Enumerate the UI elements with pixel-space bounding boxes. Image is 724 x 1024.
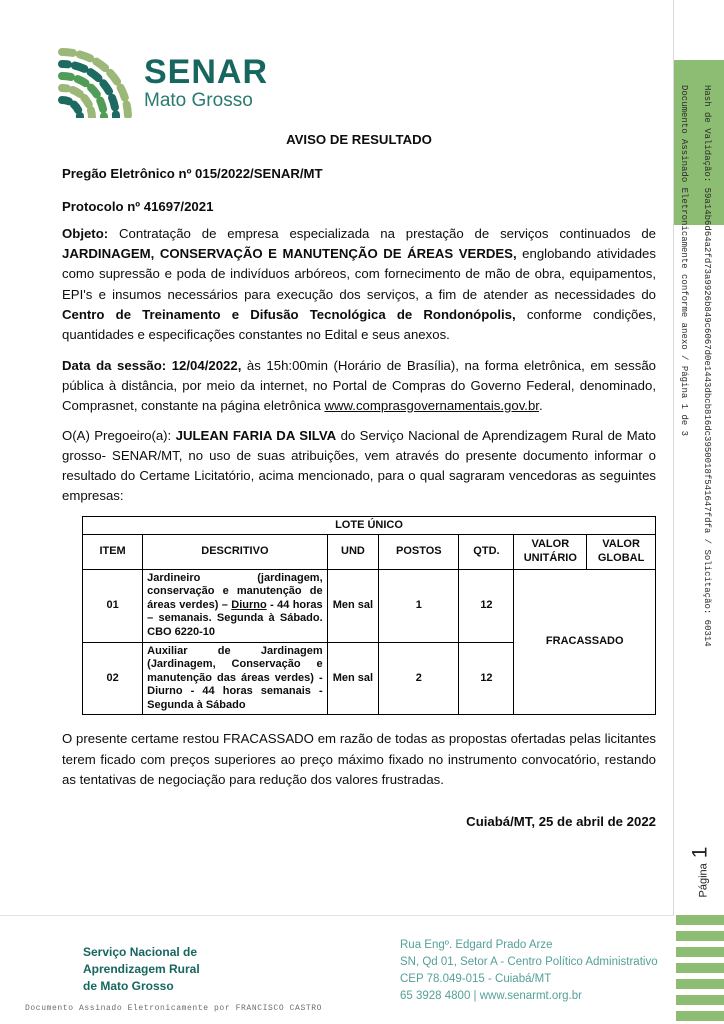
col-header-descritivo: DESCRITIVO xyxy=(143,535,328,569)
senar-logo-text xyxy=(144,54,268,112)
cell-qtd: 12 xyxy=(459,569,514,642)
cell-descritivo xyxy=(143,569,328,642)
pregao-heading: Pregão Eletrônico nº 015/2022/SENAR/MT xyxy=(62,166,323,182)
text-segment: . xyxy=(538,398,543,414)
cell-postos: 2 xyxy=(379,642,459,715)
logo-name: SENAR xyxy=(144,52,269,91)
text-segment: conforme condições, quantidades e especificações constantes no Edital e seus anexos. xyxy=(62,307,656,343)
cell-descritivo xyxy=(143,642,328,715)
sessao-paragraph xyxy=(62,356,656,417)
text-segment: Jardineiro (jardinagem, conservação e manutenção de áreas verdes) – xyxy=(147,571,323,611)
logo-region: Mato Grosso xyxy=(144,89,253,111)
text-segment: Auxiliar de Jardinagem (Jardinagem, Conservação e manutenção das áreas verdes) - Diurno - 44 horas semanais - Segunda à Sábado xyxy=(147,644,323,711)
page-number: 1 xyxy=(688,846,712,859)
result-table xyxy=(82,516,656,716)
date-line: Cuiabá/MT, 25 de abril de 2022 xyxy=(466,814,656,830)
hash-validation-text: Hash de Validação: 59a14b6d64a2fd73a9926b849c6067d0e1443dbcb816dc3950018f541647fdfa / Solicitação: 60314 xyxy=(702,85,712,647)
table-lote-row xyxy=(83,516,656,535)
text-segment: JARDINAGEM, CONSERVAÇÃO E MANUTENÇÃO DE ÁREAS VERDES, xyxy=(62,246,517,262)
footer-organization xyxy=(83,944,200,995)
page-word: Página xyxy=(697,863,710,898)
col-header-qtd: QTD. xyxy=(459,535,514,569)
cell-und: Men sal xyxy=(327,642,379,715)
signed-conform-text: Documento Assinado Eletronicamente conforme anexo / Página 1 de 3 xyxy=(679,85,690,437)
text-segment: Diurno xyxy=(231,598,267,611)
electronic-signature-note: Documento Assinado Eletronicamente por FRANCISCO CASTRO xyxy=(25,1004,323,1013)
table-header-row xyxy=(83,535,656,569)
cell-und: Men sal xyxy=(327,569,379,642)
col-header-valor-global: VALOR GLOBAL xyxy=(587,535,656,569)
text-segment: Data da sessão: 12/04/2022, xyxy=(62,357,242,373)
document-title: AVISO DE RESULTADO xyxy=(286,132,432,147)
col-header-valor-unitario: VALOR UNITÁRIO xyxy=(514,535,587,569)
objeto-paragraph xyxy=(62,224,656,346)
footer-org-line: Serviço Nacional de xyxy=(83,945,198,959)
certame-paragraph: O presente certame restou FRACASSADO em razão de todas as propostas ofertadas pelas licitantes terem ficado com preços superiores ao preço máximo fixado no instrumento convocatório, restando as tentativas de negociação para redução dos valores frustradas. xyxy=(62,731,656,788)
col-header-und: UND xyxy=(327,535,379,569)
footer-org-line: Aprendizagem Rural xyxy=(83,962,200,976)
footer-address-line: 65 3928 4800 | www.senarmt.org.br xyxy=(400,990,582,1002)
text-segment: englobando atividades como supressão e poda de indivíduos arbóreos, com fornecimento de mão de obra, equipamentos, EPI's e insumos necessários para execução dos serviços, a fim de atender as necessidades do xyxy=(62,246,656,302)
text-segment: Objeto: xyxy=(62,225,120,241)
cell-result: FRACASSADO xyxy=(514,569,656,715)
table-row xyxy=(83,569,656,642)
col-header-postos: POSTOS xyxy=(379,535,459,569)
footer-address-line: Rua Engº. Edgard Prado Arze xyxy=(400,939,553,951)
text-segment: O(A) Pregoeiro(a): xyxy=(62,427,176,443)
text-segment: - 44 horas – semanais. Segunda à Sábado. CBO 6220-10 xyxy=(147,598,323,638)
page-indicator xyxy=(678,828,722,916)
text-segment: JULEAN FARIA DA SILVA xyxy=(175,427,337,443)
comprasnet-link[interactable]: www.comprasgovernamentais.gov.br xyxy=(324,398,539,414)
footer-address-line: SN, Qd 01, Setor A - Centro Político Administrativo xyxy=(400,956,658,968)
footer-org-line: de Mato Grosso xyxy=(83,979,174,993)
cell-item: 02 xyxy=(83,642,143,715)
text-segment: Contratação de empresa especializada na prestação de serviços continuados de xyxy=(119,225,656,241)
lote-header: LOTE ÚNICO xyxy=(83,516,656,535)
senar-logo xyxy=(58,42,268,123)
horizontal-divider-line xyxy=(0,915,674,916)
green-stripes-pattern xyxy=(676,915,724,1024)
validation-strip xyxy=(672,85,718,647)
col-header-item: ITEM xyxy=(83,535,143,569)
cell-item: 01 xyxy=(83,569,143,642)
protocolo-heading: Protocolo nº 41697/2021 xyxy=(62,198,214,214)
footer-address-line: CEP 78.049-015 - Cuiabá/MT xyxy=(400,973,552,985)
pregoeiro-paragraph xyxy=(62,426,656,507)
document-content xyxy=(62,130,656,833)
text-segment: Centro de Treinamento e Difusão Tecnológica de Rondonópolis, xyxy=(62,307,516,323)
text-segment: às 15h:00min (Horário de Brasília), na forma eletrônica, em sessão pública à distância, por meio da internet, no Portal de Compras do Governo Federal, denominado, Comprasnet, constante na página eletrônica xyxy=(62,357,656,414)
cell-qtd: 12 xyxy=(459,642,514,715)
cell-postos: 1 xyxy=(379,569,459,642)
text-segment: do Serviço Nacional de Aprendizagem Rural de Mato grosso- SENAR/MT, no uso de suas atribuições, vem através do presente documento informar o resultado do Certame Licitatório, acima mencionado, para o qual sagraram vencedoras as seguintes empresas: xyxy=(62,427,656,504)
footer-address xyxy=(400,937,658,1005)
senar-logo-icon xyxy=(58,42,132,123)
